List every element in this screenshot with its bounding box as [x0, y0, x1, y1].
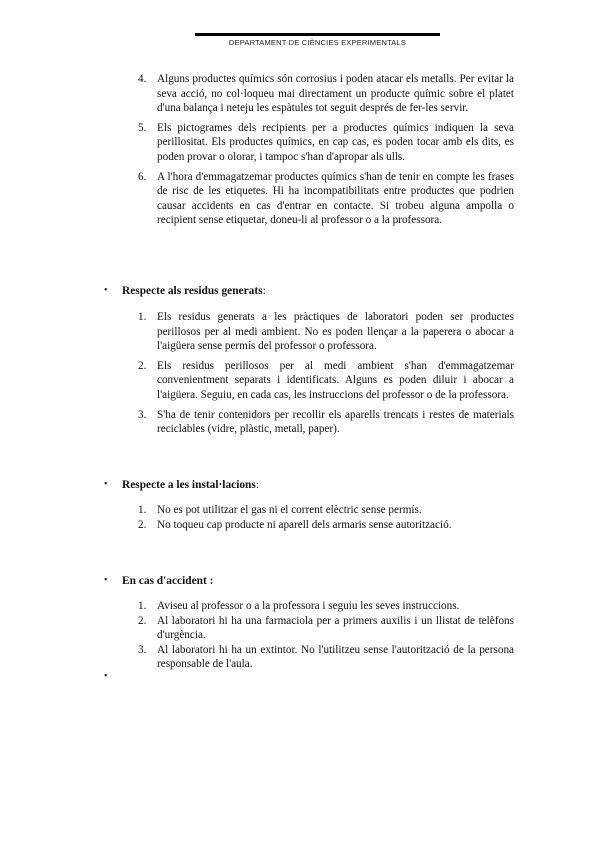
- list-item: 2. Els residus perillosos per al medi ambient s'han d'emmagatzemar convenientment separats i identificats. Alguns es poden diluir i abocar a l'aigüera. Seguiu, en cada cas, les instruccions del professor o de la professora.: [138, 359, 514, 401]
- precautions-list: [138, 72, 514, 233]
- page-header: DEPARTAMENT DE CIÈNCIES EXPERIMENTALS: [228, 38, 407, 47]
- list-item: 3. Al laboratori hi ha un extintor. No l'utilitzeu sense l'autorització de la persona responsable de l'aula.: [138, 643, 514, 671]
- list-item: 5. Els pictogrames dels recipients per a productes químics indiquen la seva perillositat. Els productes químics, en cap cas, es poden tocar amb els dits, es poden provar o olorar, i tampoc s'han d'apropar als ulls.: [138, 121, 514, 163]
- list-item: 2. No toqueu cap producte ni aparell dels armaris sense autorització.: [138, 518, 452, 531]
- header-rule: [195, 33, 440, 36]
- list-item: 1. Aviseu al professor o a la professora i seguiu les seves instruccions.: [138, 600, 460, 612]
- list-item: 3. S'ha de tenir contenidors per recollir els aparells trencats i restes de materials reciclables (vidre, plàstic, metall, paper).: [138, 408, 514, 436]
- list-item: 1. No es pot utilitzar el gas ni el corrent elèctric sense permís.: [138, 504, 422, 516]
- list-item: 2. Al laboratori hi ha una farmaciola per a primers auxilis i un llistat de telèfons d'urgència.: [138, 614, 514, 642]
- accident-list: [138, 599, 514, 672]
- list-item: 1. Els residus generats a les pràctiques de laboratori poden ser productes perillosos per al medi ambient. No es poden llençar a la paperera o abocar a l'aigüera sense permís del professor o professora.: [138, 311, 514, 353]
- residus-list: [138, 310, 514, 442]
- installacions-list: [138, 503, 514, 532]
- list-item: 4. Alguns productes químics són corrosius i poden atacar els metalls. Per evitar la seva acció, no col·loqueu mai directament un producte químic sobre el platet d'una balança i neteju les espàtules tot seguit després de fer-les servir.: [138, 73, 514, 115]
- list-item: 6. A l'hora d'emmagatzemar productes químics s'han de tenir en compte les frases de risc de les etiquetes. Hi ha incompatibilitats entre productes que podrien causar accidents en cas d'entrar en contacte. Si trobeu alguna ampolla o recipient sense etiquetar, doneu-li al professor o a la professora.: [138, 170, 514, 227]
